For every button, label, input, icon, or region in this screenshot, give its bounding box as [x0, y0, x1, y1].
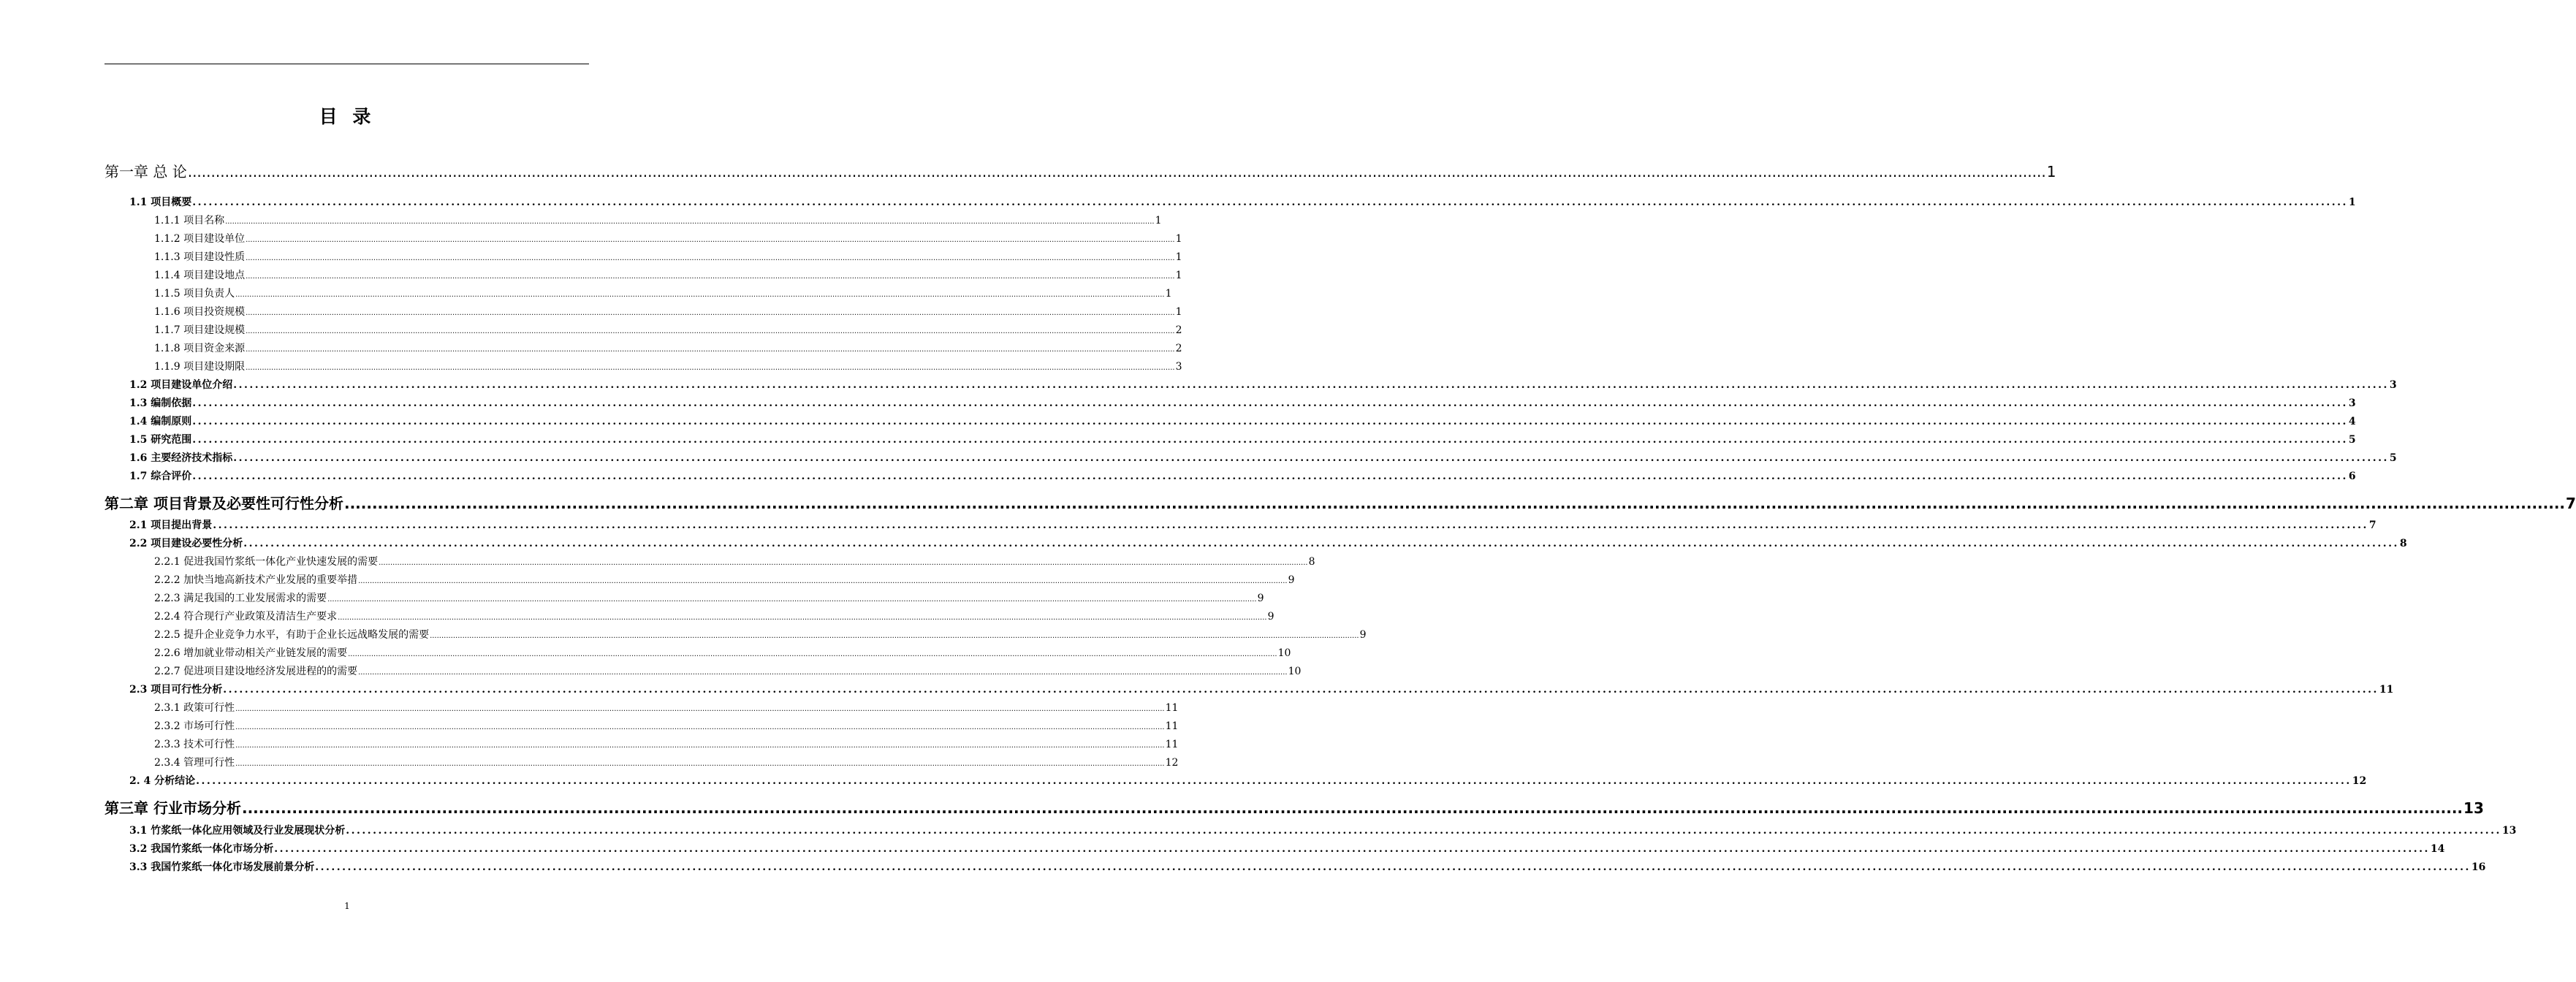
- toc-entry-title: 1.1.5 项目负责人: [154, 288, 235, 300]
- toc-entry-page: 8: [2399, 538, 2407, 549]
- toc-entry[interactable]: [129, 682, 2394, 696]
- toc-entry-title: 1.1.3 项目建设性质: [154, 251, 246, 263]
- toc-entry[interactable]: [154, 663, 1302, 678]
- toc-entry-page: 1: [1165, 288, 1172, 300]
- toc-entry-page: 9: [1359, 629, 1367, 641]
- toc-entry-title: 1.4 编制原则: [129, 416, 192, 427]
- toc-entry[interactable]: [129, 536, 2407, 550]
- toc-entry-page: 5: [2389, 452, 2397, 464]
- toc-entry[interactable]: [154, 267, 1182, 282]
- toc-entry-page: 10: [1277, 647, 1291, 659]
- toc-leader-dots: ................................................................................................................................................................................................................................................................................................................................................................................................................: [343, 495, 2566, 512]
- toc-leader-dots: ................................................................................................................................................................................................................................................................................................................................................................................................................: [235, 705, 1165, 713]
- toc-entry[interactable]: [129, 414, 2356, 428]
- toc-entry-title: 2.1 项目提出背景: [129, 519, 213, 531]
- toc-entry-title: 第三章 行业市场分析: [105, 799, 241, 817]
- toc-entry[interactable]: [154, 718, 1179, 733]
- toc-entry[interactable]: [105, 796, 2484, 817]
- toc-leader-dots: ................................................................................................................................................................................................................................................................................................................................................................................................................: [213, 519, 2368, 531]
- toc-entry-title: 1.1.2 项目建设单位: [154, 233, 246, 245]
- toc-leader-dots: ................................................................................................................................................................................................................................................................................................................................................................................................................: [246, 364, 1175, 372]
- toc-entry-page: 1: [1175, 233, 1182, 245]
- toc-entry-title: 3.2 我国竹浆纸一体化市场分析: [129, 843, 274, 855]
- toc-entry[interactable]: [154, 609, 1274, 623]
- toc-entry[interactable]: [154, 627, 1367, 642]
- toc-entry-title: 1.1.4 项目建设地点: [154, 270, 246, 281]
- toc-entry-title: 1.1.1 项目名称: [154, 215, 225, 227]
- toc-entry-title: 1.2 项目建设单位介绍: [129, 379, 233, 391]
- toc-entry[interactable]: [154, 700, 1179, 715]
- toc-entry-title: 2. 4 分析结论: [129, 775, 196, 787]
- toc-entry-title: 3.3 我国竹浆纸一体化市场发展前景分析: [129, 861, 315, 873]
- toc-entry[interactable]: [129, 517, 2376, 532]
- toc-entry[interactable]: [154, 286, 1172, 300]
- toc-entry-title: 1.1 项目概要: [129, 197, 192, 208]
- toc-leader-dots: ................................................................................................................................................................................................................................................................................................................................................................................................................: [192, 471, 2348, 482]
- toc-entry-title: 1.3 编制依据: [129, 397, 192, 409]
- toc-leader-dots: ................................................................................................................................................................................................................................................................................................................................................................................................................: [235, 291, 1165, 299]
- toc-entry-title: 1.5 研究范围: [129, 434, 192, 446]
- toc-entry-page: 1: [2348, 197, 2356, 208]
- toc-entry-title: 2.2.6 增加就业带动相关产业链发展的需要: [154, 647, 348, 659]
- toc-entry-page: 3: [1175, 361, 1182, 373]
- toc-entry[interactable]: [129, 859, 2486, 874]
- toc-leader-dots: ................................................................................................................................................................................................................................................................................................................................................................................................................: [235, 723, 1165, 731]
- toc-leader-dots: ................................................................................................................................................................................................................................................................................................................................................................................................................: [196, 775, 2352, 787]
- toc-entry-page: 2: [1175, 324, 1182, 336]
- toc-entry[interactable]: [129, 194, 2356, 209]
- toc-entry-page: 12: [1165, 757, 1179, 769]
- toc-entry[interactable]: [129, 468, 2356, 483]
- toc-entry[interactable]: [154, 304, 1182, 319]
- toc-entry-page: 7: [2368, 519, 2376, 531]
- toc-leader-dots: ................................................................................................................................................................................................................................................................................................................................................................................................................: [225, 218, 1155, 226]
- toc-leader-dots: ................................................................................................................................................................................................................................................................................................................................................................................................................: [233, 452, 2389, 464]
- toc-entry-title: 1.1.8 项目资金来源: [154, 343, 246, 354]
- toc-leader-dots: ................................................................................................................................................................................................................................................................................................................................................................................................................: [187, 163, 2046, 180]
- toc-entry[interactable]: [129, 377, 2397, 392]
- toc-entry[interactable]: [154, 645, 1291, 660]
- toc-leader-dots: ................................................................................................................................................................................................................................................................................................................................................................................................................: [430, 632, 1359, 640]
- toc-entry-title: 2.2.3 满足我国的工业发展需求的需要: [154, 593, 327, 604]
- toc-leader-dots: ................................................................................................................................................................................................................................................................................................................................................................................................................: [192, 397, 2348, 409]
- toc-leader-dots: ................................................................................................................................................................................................................................................................................................................................................................................................................: [223, 684, 2379, 696]
- toc-entry[interactable]: [129, 823, 2517, 837]
- toc-leader-dots: ................................................................................................................................................................................................................................................................................................................................................................................................................: [358, 669, 1288, 677]
- toc-leader-dots: ................................................................................................................................................................................................................................................................................................................................................................................................................: [243, 538, 2399, 549]
- toc-entry-title: 第一章 总 论: [105, 163, 187, 180]
- toc-entry-page: 11: [2379, 684, 2394, 696]
- toc-entry[interactable]: [154, 213, 1162, 227]
- toc-leader-dots: ................................................................................................................................................................................................................................................................................................................................................................................................................: [379, 559, 1308, 567]
- toc-entry-title: 2.2.4 符合现行产业政策及清洁生产要求: [154, 611, 338, 623]
- page-title: 目 录: [319, 106, 376, 127]
- toc-entry-title: 1.7 综合评价: [129, 471, 192, 482]
- toc-entry-page: 1: [1175, 251, 1182, 263]
- toc-entry-page: 8: [1308, 556, 1315, 568]
- toc-entry-title: 2.3.4 管理可行性: [154, 757, 235, 769]
- toc-entry-title: 1.1.9 项目建设期限: [154, 361, 246, 373]
- toc-leader-dots: ................................................................................................................................................................................................................................................................................................................................................................................................................: [348, 650, 1277, 658]
- toc-entry-page: 5: [2348, 434, 2356, 446]
- toc-leader-dots: ................................................................................................................................................................................................................................................................................................................................................................................................................: [246, 254, 1175, 262]
- toc-entry-page: 10: [1288, 666, 1302, 677]
- toc-entry-title: 2.3.2 市场可行性: [154, 720, 235, 732]
- toc-leader-dots: ................................................................................................................................................................................................................................................................................................................................................................................................................: [327, 595, 1257, 604]
- toc-entry[interactable]: [154, 755, 1179, 769]
- toc-entry-page: 9: [1267, 611, 1274, 623]
- toc-leader-dots: ................................................................................................................................................................................................................................................................................................................................................................................................................: [192, 416, 2348, 427]
- toc-entry[interactable]: [129, 450, 2397, 465]
- toc-leader-dots: ................................................................................................................................................................................................................................................................................................................................................................................................................: [274, 843, 2430, 855]
- toc-leader-dots: ................................................................................................................................................................................................................................................................................................................................................................................................................: [235, 760, 1165, 768]
- toc-entry-title: 2.2.1 促进我国竹浆纸一体化产业快速发展的需要: [154, 556, 379, 568]
- toc-entry-page: 3: [2389, 379, 2397, 391]
- toc-entry-page: 11: [1165, 720, 1179, 732]
- toc-leader-dots: ................................................................................................................................................................................................................................................................................................................................................................................................................: [233, 379, 2389, 391]
- toc-entry[interactable]: [129, 841, 2445, 856]
- toc-entry-page: 11: [1165, 702, 1179, 714]
- toc-entry-title: 2.3 项目可行性分析: [129, 684, 223, 696]
- page-number: 1: [344, 901, 350, 911]
- toc-entry[interactable]: [154, 359, 1182, 373]
- toc-entry[interactable]: [129, 395, 2356, 410]
- toc-entry-page: 1: [1155, 215, 1162, 227]
- toc-entry-page: 13: [2501, 825, 2517, 837]
- toc-entry-title: 1.1.7 项目建设规模: [154, 324, 246, 336]
- toc-entry-page: 1: [1175, 306, 1182, 318]
- toc-entry-page: 12: [2352, 775, 2367, 787]
- toc-leader-dots: ................................................................................................................................................................................................................................................................................................................................................................................................................: [246, 236, 1175, 244]
- toc-entry-title: 2.2.7 促进项目建设地经济发展进程的的需要: [154, 666, 358, 677]
- toc-entry-title: 第二章 项目背景及必要性可行性分析: [105, 495, 343, 512]
- toc-leader-dots: ................................................................................................................................................................................................................................................................................................................................................................................................................: [246, 273, 1175, 281]
- toc-entry-page: 6: [2348, 471, 2356, 482]
- toc-leader-dots: ................................................................................................................................................................................................................................................................................................................................................................................................................: [241, 799, 2463, 817]
- toc-entry-page: 14: [2430, 843, 2445, 855]
- toc-leader-dots: ................................................................................................................................................................................................................................................................................................................................................................................................................: [192, 434, 2348, 446]
- toc-entry-title: 3.1 竹浆纸一体化应用领域及行业发展现状分析: [129, 825, 346, 837]
- toc-leader-dots: ................................................................................................................................................................................................................................................................................................................................................................................................................: [246, 327, 1175, 335]
- toc-entry-page: 11: [1165, 739, 1179, 750]
- toc-entry-title: 1.6 主要经济技术指标: [129, 452, 233, 464]
- toc-entry[interactable]: [154, 590, 1264, 605]
- toc-entry[interactable]: [154, 322, 1182, 337]
- toc-entry-page: 4: [2348, 416, 2356, 427]
- toc-leader-dots: ................................................................................................................................................................................................................................................................................................................................................................................................................: [346, 825, 2501, 837]
- toc-entry-page: 1: [1175, 270, 1182, 281]
- toc-entry-title: 2.2 项目建设必要性分析: [129, 538, 243, 549]
- toc-entry[interactable]: [129, 432, 2356, 446]
- toc-entry-page: 9: [1288, 574, 1295, 586]
- toc-leader-dots: ................................................................................................................................................................................................................................................................................................................................................................................................................: [246, 346, 1175, 354]
- toc-entry-page: 9: [1257, 593, 1264, 604]
- toc-leader-dots: ................................................................................................................................................................................................................................................................................................................................................................................................................: [315, 861, 2471, 873]
- toc-leader-dots: ................................................................................................................................................................................................................................................................................................................................................................................................................: [235, 742, 1165, 750]
- toc-entry[interactable]: [105, 160, 2056, 180]
- toc-entry-page: 7: [2566, 495, 2576, 512]
- toc-entry-title: 2.2.2 加快当地高新技术产业发展的重要举措: [154, 574, 358, 586]
- toc-leader-dots: ................................................................................................................................................................................................................................................................................................................................................................................................................: [358, 577, 1288, 585]
- toc-leader-dots: ................................................................................................................................................................................................................................................................................................................................................................................................................: [246, 309, 1175, 317]
- toc-leader-dots: ................................................................................................................................................................................................................................................................................................................................................................................................................: [338, 614, 1267, 622]
- toc-entry-page: 13: [2463, 799, 2484, 817]
- toc-entry-title: 2.2.5 提升企业竞争力水平，有助于企业长远战略发展的需要: [154, 629, 430, 641]
- toc-entry[interactable]: [154, 249, 1182, 264]
- toc-entry[interactable]: [154, 554, 1315, 568]
- toc-entry-title: 2.3.3 技术可行性: [154, 739, 235, 750]
- toc-entry-page: 2: [1175, 343, 1182, 354]
- toc-entry[interactable]: [154, 736, 1179, 751]
- toc-entry[interactable]: [154, 231, 1182, 246]
- toc-entry[interactable]: [129, 773, 2367, 788]
- toc-entry-page: 3: [2348, 397, 2356, 409]
- toc-entry-page: 1: [2046, 163, 2056, 180]
- toc-entry-title: 1.1.6 项目投资规模: [154, 306, 246, 318]
- toc-entry[interactable]: [105, 492, 2576, 512]
- toc-entry-title: 2.3.1 政策可行性: [154, 702, 235, 714]
- toc-leader-dots: ................................................................................................................................................................................................................................................................................................................................................................................................................: [192, 197, 2348, 208]
- toc-entry[interactable]: [154, 572, 1295, 587]
- toc-entry-page: 16: [2471, 861, 2486, 873]
- toc-entry[interactable]: [154, 340, 1182, 355]
